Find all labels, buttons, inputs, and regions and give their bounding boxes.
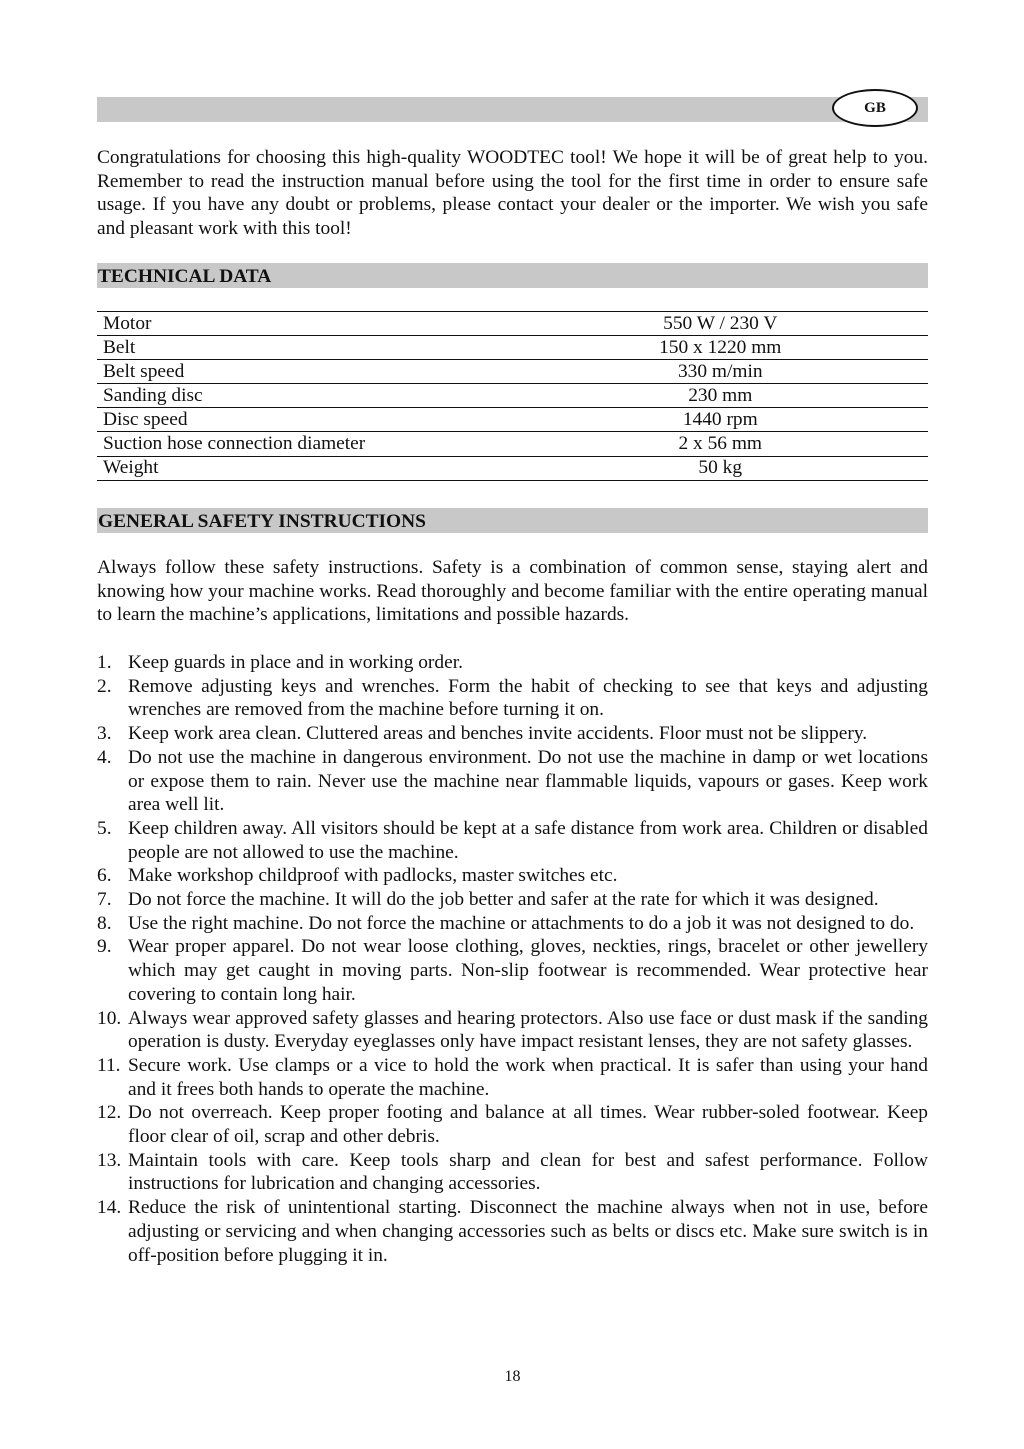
spec-value: 230 mm (513, 384, 929, 408)
list-item-number: 5. (97, 817, 112, 839)
list-item-text: Always wear approved safety glasses and hearing protectors. Also use face or dust mask if the sanding operation is dusty. Everyday eyeglasses only have impact resistant lenses, they are not safety glasses. (128, 1007, 928, 1053)
list-item-number: 4. (97, 746, 112, 768)
list-item-number: 6. (97, 865, 112, 887)
list-item-number: 12. (97, 1102, 122, 1124)
technical-data-table (97, 311, 928, 481)
list-item-number: 9. (97, 936, 112, 958)
page-number: 18 (504, 1368, 521, 1385)
table-row (97, 312, 928, 336)
header-bar (97, 97, 928, 122)
spec-value: 150 x 1220 mm (513, 336, 929, 360)
list-item-text: Do not force the machine. It will do the job better and safer at the rate for which it was designed. (128, 889, 879, 911)
spec-value: 50 kg (513, 456, 929, 480)
list-item (97, 675, 928, 722)
table-row (97, 336, 928, 360)
list-item (97, 1101, 928, 1148)
table-row (97, 408, 928, 432)
spec-label: Belt (97, 336, 513, 360)
spec-label: Disc speed (97, 408, 513, 432)
list-item (97, 817, 928, 864)
list-item (97, 912, 928, 936)
list-item-text: Maintain tools with care. Keep tools sharp and clean for best and safest performance. Follow instructions for lubrication and changing accessories. (128, 1149, 928, 1195)
list-item-text: Remove adjusting keys and wrenches. Form the habit of checking to see that keys and adjusting wrenches are removed from the machine before turning it on. (128, 675, 928, 721)
spec-value: 330 m/min (513, 360, 929, 384)
safety-instructions-list (97, 651, 928, 1267)
list-item (97, 746, 928, 817)
list-item-number: 3. (97, 723, 112, 745)
spec-label: Belt speed (97, 360, 513, 384)
spec-value: 2 x 56 mm (513, 432, 929, 456)
list-item-number: 10. (97, 1007, 122, 1029)
list-item-text: Do not use the machine in dangerous environment. Do not use the machine in damp or wet locations or expose them to rain. Never use the machine near flammable liquids, vapours or gases. Keep work area well lit. (128, 746, 928, 816)
list-item (97, 1007, 928, 1054)
list-item (97, 1054, 928, 1101)
safety-intro-paragraph: Always follow these safety instructions. Safety is a combination of common sense, staying alert and knowing how your machine works. Read thoroughly and become familiar with the entire operating manual to learn the machine’s applications, limitations and possible hazards. (97, 557, 928, 625)
list-item (97, 1149, 928, 1196)
list-item-text: Keep work area clean. Cluttered areas and benches invite accidents. Floor must not be slippery. (128, 723, 868, 745)
spec-label: Weight (97, 456, 513, 480)
list-item-number: 11. (97, 1054, 121, 1076)
list-item-text: Use the right machine. Do not force the machine or attachments to do a job it was not designed to do. (128, 912, 915, 934)
list-item-text: Do not overreach. Keep proper footing and balance at all times. Wear rubber-soled footwear. Keep floor clear of oil, scrap and other debris. (128, 1102, 928, 1148)
list-item (97, 1196, 928, 1267)
list-item (97, 935, 928, 1006)
table-row (97, 432, 928, 456)
safety-heading: GENERAL SAFETY INSTRUCTIONS (97, 508, 928, 533)
list-item (97, 651, 928, 675)
list-item-text: Secure work. Use clamps or a vice to hold the work when practical. It is safer than using your hand and it frees both hands to operate the machine. (128, 1054, 928, 1100)
spec-label: Suction hose connection diameter (97, 432, 513, 456)
spec-label: Sanding disc (97, 384, 513, 408)
list-item-number: 8. (97, 912, 112, 934)
list-item-number: 14. (97, 1197, 122, 1219)
list-item-text: Keep guards in place and in working order. (128, 652, 463, 673)
list-item-text: Make workshop childproof with padlocks, master switches etc. (128, 865, 618, 887)
list-item (97, 864, 928, 888)
list-item (97, 888, 928, 912)
spec-label: Motor (97, 312, 513, 336)
list-item-text: Wear proper apparel. Do not wear loose clothing, gloves, neckties, rings, bracelet or other jewellery which may get caught in moving parts. Non-slip footwear is recommended. Wear protective hear covering to contain long hair. (128, 936, 928, 1005)
spec-value: 550 W / 230 V (513, 312, 929, 336)
table-row (97, 360, 928, 384)
table-row (97, 384, 928, 408)
table-row (97, 456, 928, 480)
language-badge: GB (832, 89, 918, 127)
list-item-number: 7. (97, 889, 112, 911)
list-item-text: Reduce the risk of unintentional starting. Disconnect the machine always when not in use, before adjusting or servicing and when changing accessories such as belts or discs etc. Make sure switch is in off-position before plugging it in. (128, 1197, 928, 1266)
list-item-number: 2. (97, 675, 112, 697)
list-item-number: 1. (97, 652, 112, 673)
list-item (97, 722, 928, 746)
spec-value: 1440 rpm (513, 408, 929, 432)
list-item-number: 13. (97, 1149, 122, 1171)
list-item-text: Keep children away. All visitors should be kept at a safe distance from work area. Children or disabled people are not allowed to use the machine. (128, 817, 928, 863)
intro-paragraph: Congratulations for choosing this high-quality WOODTEC tool! We hope it will be of great help to you. Remember to read the instruction manual before using the tool for the first time in order to ensure safe usage. If you have any doubt or problems, please contact your dealer or the importer. We wish you safe and pleasant work with this tool! (97, 147, 928, 239)
technical-data-heading: TECHNICAL DATA (97, 263, 928, 288)
